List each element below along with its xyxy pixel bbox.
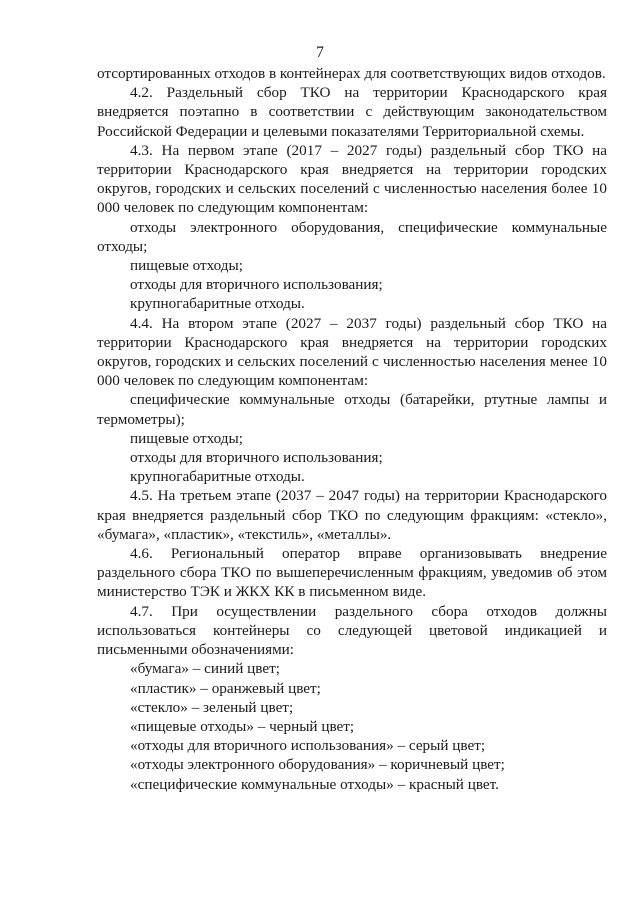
list-item: «специфические коммунальные отходы» – красный цвет. bbox=[130, 775, 499, 793]
list-item: «бумага» – синий цвет; bbox=[130, 660, 280, 678]
list-item: крупногабаритные отходы. bbox=[130, 468, 305, 486]
paragraph-4-4: 4.4. На втором этапе (2027 – 2037 годы) раздельный сбор ТКО на территории Краснодарского края внедряется на территории городских округов, городских и сельских поселений с численностью населения менее 10 000 человек по следующим компонентам: bbox=[97, 314, 607, 390]
list-item: пищевые отходы; bbox=[130, 257, 243, 275]
list-item: «пластик» – оранжевый цвет; bbox=[130, 679, 321, 697]
paragraph-4-3: 4.3. На первом этапе (2017 – 2027 годы) раздельный сбор ТКО на территории Краснодарского края внедряется на территории городских округов, городских и сельских поселений с численностью населения более 10 000 человек по следующим компонентам: bbox=[97, 141, 607, 217]
list-item: «пищевые отходы» – черный цвет; bbox=[130, 717, 355, 735]
list-item: «отходы электронного оборудования» – коричневый цвет; bbox=[130, 756, 505, 774]
document-body bbox=[97, 64, 607, 794]
paragraph-continuation: отсортированных отходов в контейнерах для соответствующих видов отходов. bbox=[97, 65, 606, 82]
list-item: отходы электронного оборудования, специфические коммунальные отходы; bbox=[97, 218, 607, 255]
list-item: «отходы для вторичного использования» – серый цвет; bbox=[130, 737, 486, 755]
list-item: специфические коммунальные отходы (батарейки, ртутные лампы и термометры); bbox=[97, 391, 607, 428]
list-item: отходы для вторичного использования; bbox=[130, 276, 383, 294]
paragraph-4-2: 4.2. Раздельный сбор ТКО на территории Краснодарского края внедряется поэтапно в соответствии с действующим законодательством Российской Федерации и целевыми показателями Территориальной схемы. bbox=[97, 84, 607, 140]
list-item: отходы для вторичного использования; bbox=[130, 449, 383, 467]
list-item: крупногабаритные отходы. bbox=[130, 295, 305, 313]
list-item: «стекло» – зеленый цвет; bbox=[130, 698, 294, 716]
paragraph-4-5: 4.5. На третьем этапе (2037 – 2047 годы) на территории Краснодарского края внедряется раздельный сбор ТКО по следующим фракциям: «стекло», «бумага», «пластик», «текстиль», «металлы». bbox=[97, 487, 607, 543]
paragraph-4-6: 4.6. Региональный оператор вправе организовывать внедрение раздельного сбора ТКО по вышеперечисленным фракциям, уведомив об этом министерство ТЭК и ЖКХ КК в письменном виде. bbox=[97, 545, 607, 601]
page-number: 7 bbox=[316, 44, 324, 61]
paragraph-4-7: 4.7. При осуществлении раздельного сбора отходов должны использоваться контейнеры со следующей цветовой индикацией и письменными обозначениями: bbox=[97, 602, 607, 659]
list-item: пищевые отходы; bbox=[130, 429, 243, 447]
